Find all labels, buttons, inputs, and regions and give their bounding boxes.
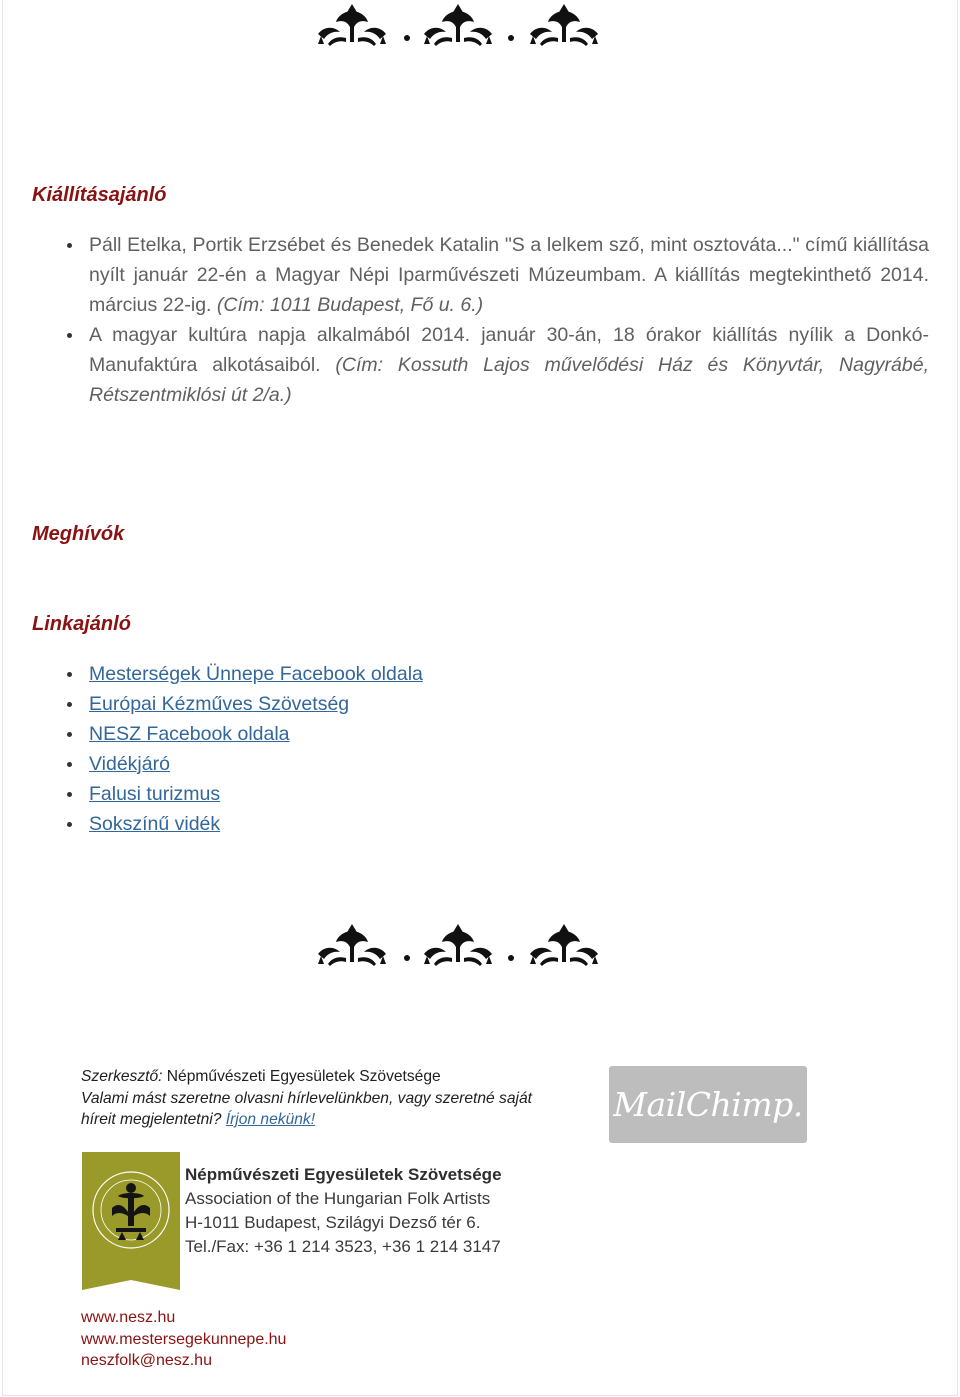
list-item <box>67 779 929 809</box>
contact-links <box>81 1307 286 1372</box>
section-title-exhibitions: Kiállításajánló <box>32 184 167 206</box>
editor-line <box>81 1066 561 1088</box>
link-sokszinu-videk[interactable]: Sokszínű vidék <box>89 813 221 835</box>
write-us-link[interactable]: Írjon nekünk! <box>225 1111 316 1128</box>
folk-ornament-divider-top <box>316 2 600 48</box>
exhibitions-list <box>67 230 929 410</box>
list-item <box>67 230 929 320</box>
section-title-invitations: Meghívók <box>32 523 125 545</box>
section-title-links: Linkajánló <box>32 613 131 635</box>
suggestion-line <box>81 1088 561 1131</box>
link-europai-kezmuves[interactable]: Európai Kézműves Szövetség <box>89 693 350 715</box>
org-name: Népművészeti Egyesületek Szövetsége <box>185 1165 502 1184</box>
email-link[interactable]: neszfolk@nesz.hu <box>81 1352 212 1369</box>
mailchimp-badge[interactable] <box>609 1066 807 1143</box>
org-address: H-1011 Budapest, Szilágyi Dezső tér 6. <box>185 1213 481 1232</box>
list-item <box>67 659 929 689</box>
list-item <box>67 749 929 779</box>
folk-ornament-divider-bottom <box>316 922 600 968</box>
org-info-block <box>185 1163 525 1259</box>
exhibition-text: A magyar kultúra napja alkalmából 2014. január 30-án, 18 órakor kiállítás nyílik a Donkó-Manufaktúra alkotásaiból. <box>89 324 929 376</box>
mailchimp-logo-text: MailChimp. <box>613 1085 803 1124</box>
list-item <box>67 809 929 839</box>
exhibition-text: Páll Etelka, Portik Erzsébet és Benedek Katalin "S a lelkem sző, mint osztováta..." című kiállítása nyílt január 22-én a Magyar Népi Iparművészeti Múzeumbam. A kiállítás megtekinthető 2014. március 22-ig. <box>89 234 929 316</box>
link-falusi-turizmus[interactable]: Falusi turizmus <box>89 783 221 805</box>
suggestion-text: Valami mást szeretne olvasni hírlevelünkben, vagy szeretné saját híreit megjelentetni? <box>81 1089 533 1128</box>
link-nesz-facebook[interactable]: NESZ Facebook oldala <box>89 723 290 745</box>
nesz-emblem-logo <box>82 1152 180 1300</box>
link-videkjaro[interactable]: Vidékjáró <box>89 753 170 775</box>
editor-label: Szerkesztő: <box>81 1068 167 1085</box>
editor-name: Népművészeti Egyesületek Szövetsége <box>166 1068 441 1085</box>
website-link-nesz[interactable]: www.nesz.hu <box>81 1309 176 1326</box>
org-phone: Tel./Fax: +36 1 214 3523, +36 1 214 3147 <box>185 1237 501 1256</box>
link-mestersegek-facebook[interactable]: Mesterségek Ünnepe Facebook oldala <box>89 663 423 685</box>
list-item <box>67 719 929 749</box>
exhibition-address: (Cím: Kossuth Lajos művelődési Ház és Könyvtár, Nagyrábé, Rétszentmiklósi út 2/a.) <box>89 354 929 406</box>
exhibition-address: (Cím: 1011 Budapest, Fő u. 6.) <box>216 294 484 316</box>
list-item <box>67 689 929 719</box>
footer-editor-note <box>81 1066 561 1131</box>
list-item <box>67 320 929 410</box>
links-list <box>67 659 929 839</box>
website-link-mestersegek[interactable]: www.mestersegekunnepe.hu <box>81 1330 287 1348</box>
org-name-en: Association of the Hungarian Folk Artists <box>185 1189 491 1208</box>
